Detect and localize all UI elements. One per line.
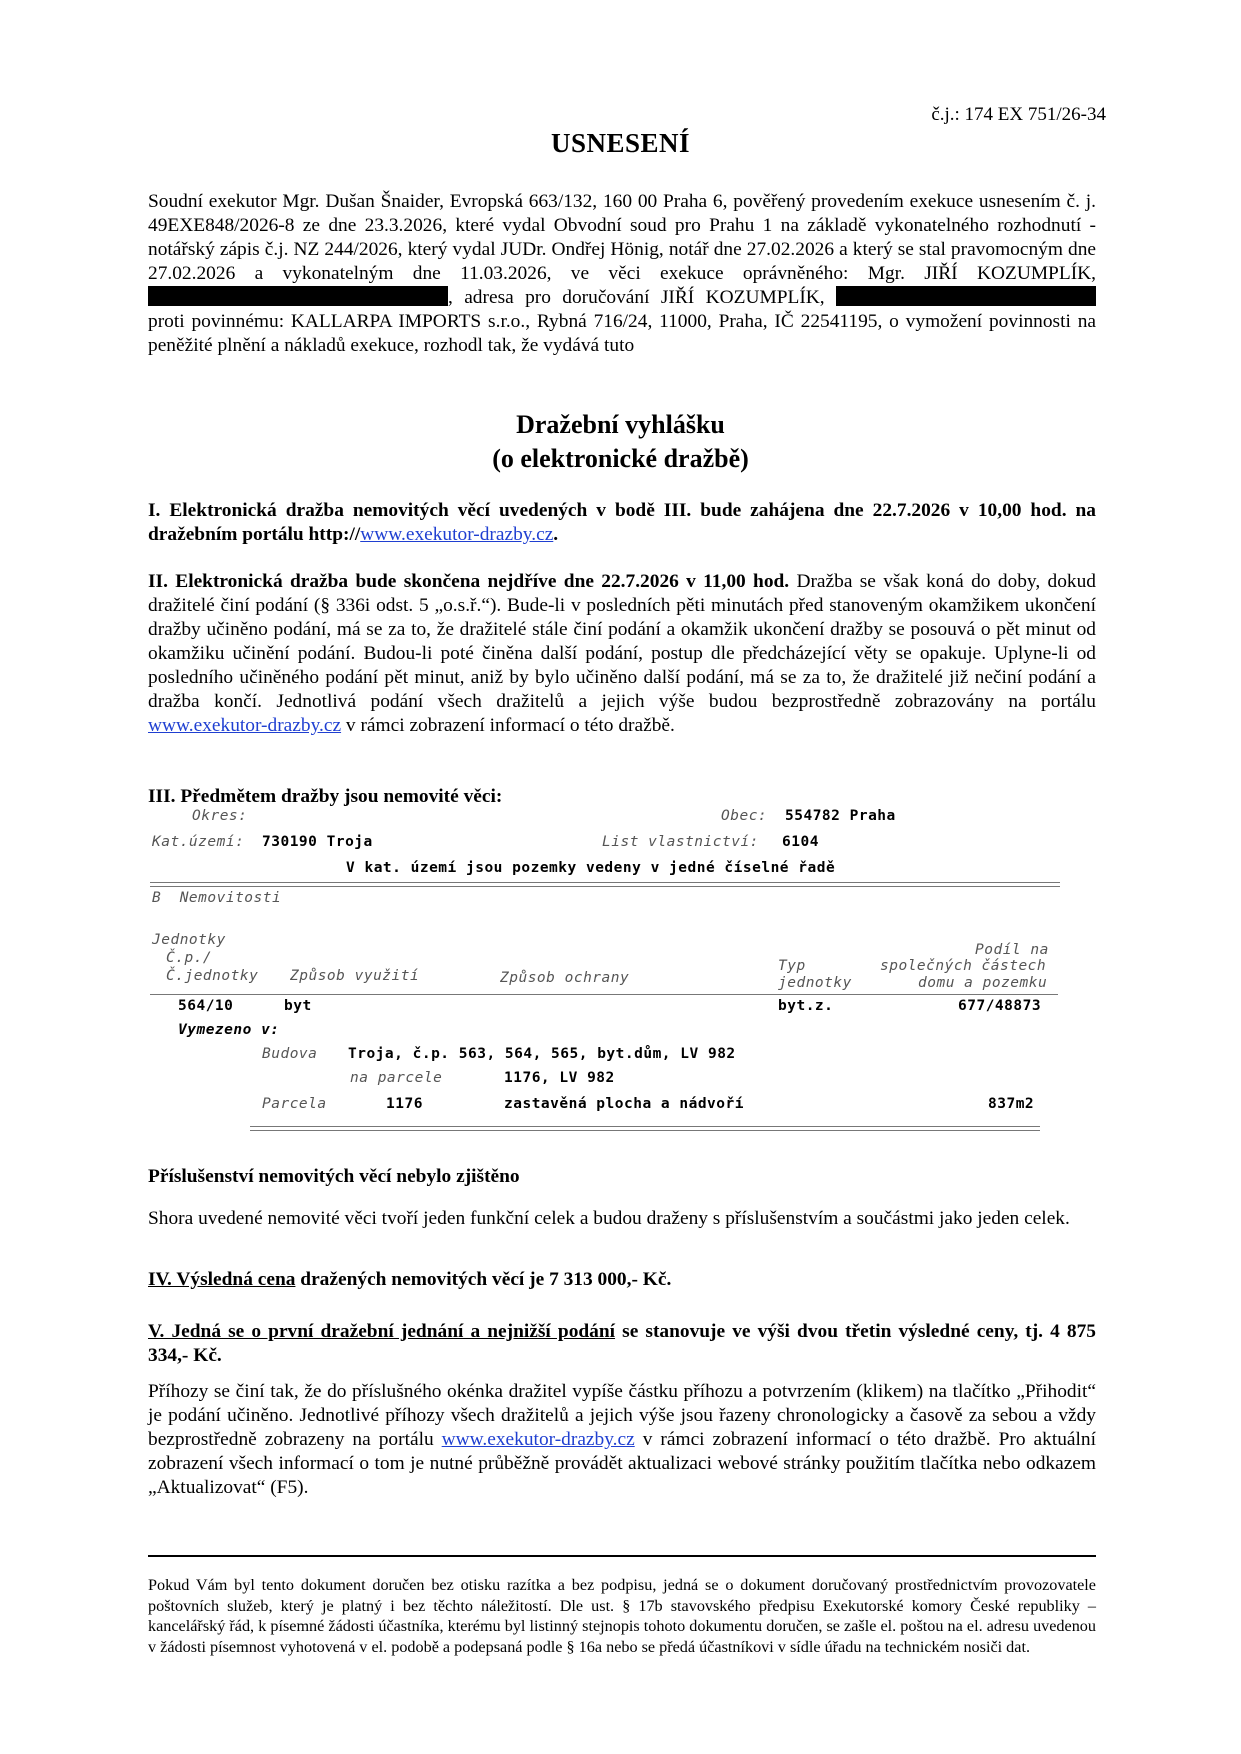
document-title: USNESENÍ	[550, 128, 691, 158]
section-i-text: I. Elektronická dražba nemovitých věcí uvedených v bodě III. bude zahájena dne 22.7.2026 v 10,00 hod. na dražebním portálu http://	[148, 500, 1096, 545]
ku-label: Kat.území:	[152, 834, 245, 850]
divider	[250, 1130, 1040, 1131]
budova-label: Budova	[262, 1046, 318, 1062]
col-ochrany: Způsob ochrany	[500, 970, 630, 986]
footer-divider	[148, 1555, 1096, 1557]
lv-note: V kat. území jsou pozemky vedeny v jedné číselné řadě	[346, 860, 836, 876]
col-podil-3: domu a pozemku	[918, 975, 1048, 991]
obec-label: Obec:	[721, 808, 768, 824]
unit-use: byt	[284, 998, 312, 1014]
col-podil-1: Podíl na	[975, 942, 1049, 958]
col-cj: Č.jednotky	[166, 968, 259, 984]
divider	[150, 994, 1058, 995]
announcement-heading	[0, 408, 1241, 476]
announcement-subtitle: (o elektronické dražbě)	[492, 444, 749, 473]
redaction-block	[148, 286, 448, 306]
section-ii-text: Dražba se však koná do doby, dokud dražitelé činí podání (§ 336i odst. 5 „o.s.ř.“). Bude-li v posledních pěti minutách před stanoveným okamžikem ukončení dražby učiněno podání, má se za to, že dražitelé stále činí podání a okamžik ukončení dražby se posouvá o pět minut od okamžiku učinění podání. Budou-li poté činěna další podání, postup dle předcházející věty se opakuje. Uplyne-li od posledního učiněného podání pět minut, aniž by bylo učiněno další podání, má se za to, že dražitelé již nečiní podání a dražba končí. Jednotlivá podání všech dražitelů a jejich výše budou bezprostředně zobrazovány na portálu	[148, 571, 1096, 712]
bidding-text: Příhozy se činí tak, že do příslušného okénka dražitel vypíše částku příhozu a potvrzením (klikem) na tlačítko „Přihodit“ je podání učiněno. Jednotlivé příhozy všech dražitelů a jejich výše jsou řazeny chronologicky a časově za sebou a vždy bezprostředně zobrazeny na portálu	[148, 1381, 1096, 1450]
section-v	[148, 1320, 1096, 1368]
case-reference: č.j.: 174 EX 751/26-34	[931, 104, 1106, 125]
col-cp: Č.p./	[166, 950, 213, 966]
divider	[150, 886, 1060, 887]
parcela-type: zastavěná plocha a nádvoří	[504, 1096, 744, 1112]
col-typ-1: Typ	[778, 958, 806, 974]
section-iv-underlined: IV. Výsledná cena	[148, 1269, 296, 1290]
portal-link[interactable]: www.exekutor-drazby.cz	[441, 1429, 635, 1450]
parcela-label: Parcela	[262, 1096, 327, 1112]
portal-link[interactable]: www.exekutor-drazby.cz	[360, 524, 554, 545]
divider	[150, 882, 1060, 883]
unit-number: 564/10	[178, 998, 234, 1014]
col-vyuziti: Způsob využití	[290, 968, 420, 984]
intro-text-c: proti povinnému: KALLARPA IMPORTS s.r.o., Rybná 716/24, 11000, Praha, IČ 22541195, o vymožení povinnosti na peněžité plnění a nákladů exekuce, rozhodl tak, že vydává tuto	[148, 311, 1096, 356]
section-v-underlined: V. Jedná se o první dražební jednání a nejnižší podání	[148, 1321, 616, 1342]
na-parcele-label: na parcele	[350, 1070, 443, 1086]
bidding-end: v rámci zobrazení informací o této dražbě. Pro aktuální zobrazení všech informací o tom je nutné průběžně provádět aktualizaci webové stránky použitím tlačítka nebo odkazem „Aktualizovat“ (F5).	[148, 1429, 1096, 1498]
section-iii-heading: III. Předmětem dražby jsou nemovité věci:	[148, 786, 503, 807]
na-parcele-value: 1176, LV 982	[504, 1070, 615, 1086]
parcela-area: 837m2	[988, 1096, 1035, 1112]
lv-value: 6104	[782, 834, 819, 850]
divider	[250, 1126, 1040, 1127]
obec-value: 554782 Praha	[785, 808, 896, 824]
col-jednotky: Jednotky	[152, 932, 226, 948]
redaction-block	[836, 286, 1096, 306]
lv-label: List vlastnictví:	[602, 834, 759, 850]
budova-value: Troja, č.p. 563, 564, 565, byt.dům, LV 982	[348, 1046, 736, 1062]
section-ii	[148, 570, 1096, 738]
vymezeno-label: Vymezeno v:	[178, 1022, 280, 1038]
col-typ-2: jednotky	[778, 975, 852, 991]
section-v-text: se stanovuje ve výši dvou třetin výsledné ceny, tj. 4 875 334,- Kč.	[148, 1321, 1096, 1366]
announcement-title: Dražební vyhlášku	[516, 410, 725, 439]
unit-share: 677/48873	[958, 998, 1042, 1014]
accessories-heading: Příslušenství nemovitých věcí nebylo zjištěno	[148, 1166, 520, 1187]
okres-label: Okres:	[192, 808, 248, 824]
portal-link[interactable]: www.exekutor-drazby.cz	[148, 715, 342, 736]
col-podil-2: společných částech	[880, 958, 1047, 974]
footer-note: Pokud Vám byl tento dokument doručen bez otisku razítka a bez podpisu, jedná se o dokument doručovaný prostřednictvím provozovatele poštovních služeb, který je platný i bez těchto náležitostí. Dle ust. § 17b stavovského předpisu Exekutorské komory České republiky – kancelářský řád, k písemné žádosti účastníka, kterému byl listinný stejnopis tohoto dokumentu doručen, se zašle el. poštou na el. adresu uvedenou v žádosti písemnost vyhotovená v el. podobě a podepsaná podle § 16a nebo se předá účastníkovi v sídle úřadu na technickém nosiči dat.	[148, 1576, 1096, 1656]
section-iv-text: dražených nemovitých věcí je 7 313 000,- Kč.	[295, 1269, 672, 1290]
ku-value: 730190 Troja	[262, 834, 373, 850]
section-i-end: .	[553, 524, 559, 545]
intro-text-a: Soudní exekutor Mgr. Dušan Šnaider, Evropská 663/132, 160 00 Praha 6, pověřený provedením exekuce usnesením č. j. 49EXE848/2026-8 ze dne 23.3.2026, které vydal Obvodní soud pro Prahu 1 na základě vykonatelného rozhodnutí - notářský zápis č.j. NZ 244/2026, který vydal JUDr. Ondřej Hönig, notář dne 27.02.2026 a který se stal pravomocným dne 27.02.2026 a vykonatelným dne 11.03.2026, ve věci exekuce oprávněného: Mgr. JIŘÍ KOZUMPLÍK,	[148, 191, 1096, 284]
bidding-paragraph	[148, 1380, 1096, 1500]
section-i	[148, 499, 1096, 547]
section-ii-bold: II. Elektronická dražba bude skončena nejdříve dne 22.7.2026 v 11,00 hod.	[148, 571, 790, 592]
section-iv	[148, 1268, 1096, 1292]
section-b-label: B Nemovitosti	[152, 890, 282, 906]
intro-paragraph	[148, 190, 1096, 358]
unit-type: byt.z.	[778, 998, 834, 1014]
intro-text-b: , adresa pro doručování JIŘÍ KOZUMPLÍK,	[448, 287, 825, 308]
parcela-number: 1176	[386, 1096, 423, 1112]
accessories-text: Shora uvedené nemovité věci tvoří jeden funkční celek a budou draženy s příslušenstvím a součástmi jako jeden celek.	[148, 1208, 1070, 1229]
section-ii-end: v rámci zobrazení informací o této dražbě.	[341, 715, 675, 736]
